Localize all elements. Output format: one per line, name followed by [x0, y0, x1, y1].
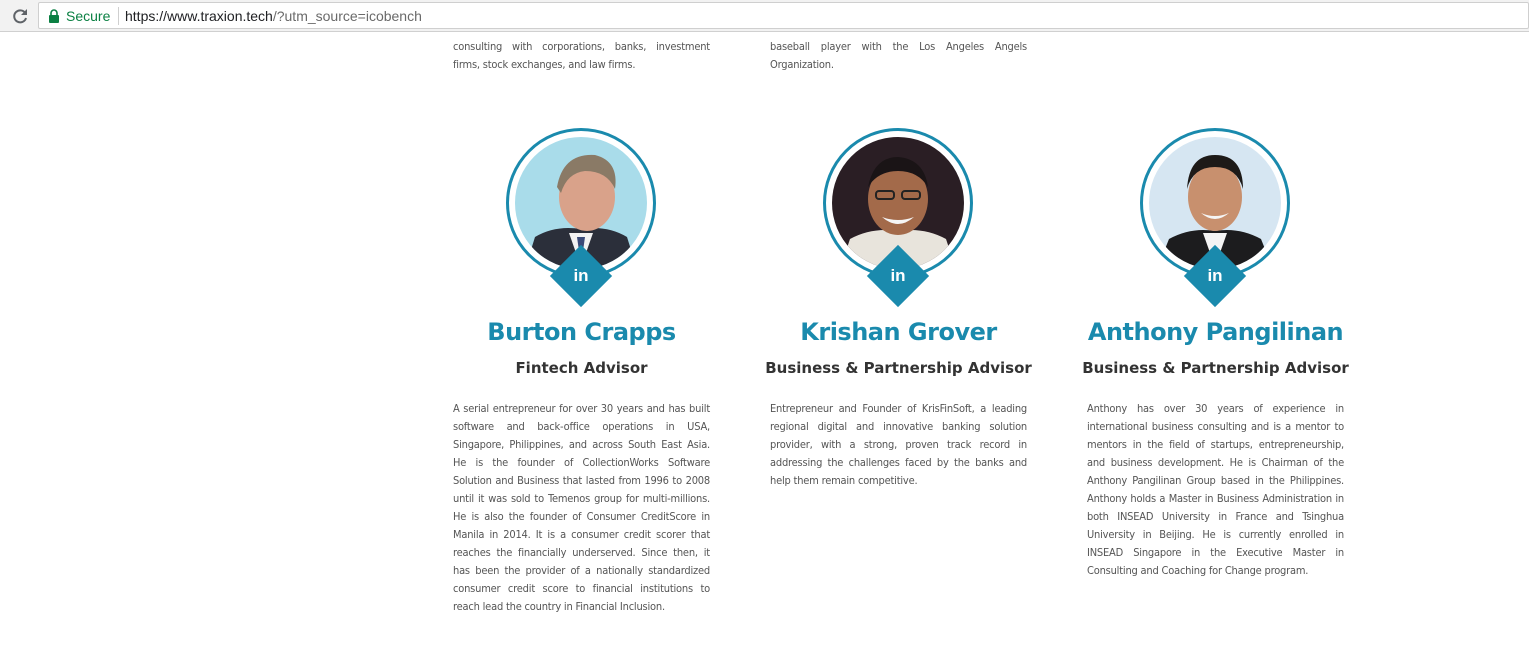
advisor-avatar [823, 128, 975, 285]
advisor-bio: A serial entrepreneur for over 30 years and has built software and back-office operations in USA, Singapore, Philippines, and across South East Asia. He is the founder of CollectionWorks Software Solution and Business that lasted from 1996 to 2008 until it was sold to Temenos group for multi-millions. He is also the founder of Consumer CreditScore in Manila in 2014. It is a consumer credit scorer that reaches the financially underserved. Since then, it has been the provider of a nationally standardized consumer credit score to financial institutions to reach lead the country in Financial Inclusion. [453, 402, 710, 613]
advisor-role: Business & Partnership Advisor [1082, 359, 1349, 377]
linkedin-button[interactable] [550, 245, 612, 307]
browser-toolbar [0, 0, 1529, 32]
previous-advisor-bio-left: consulting with corporations, banks, investment firms, stock exchanges, and law firms. [453, 40, 710, 71]
lock-icon [48, 9, 60, 23]
advisor-avatar [506, 128, 658, 285]
url-text[interactable] [125, 8, 422, 24]
advisor-name: Anthony Pangilinan [1087, 318, 1344, 346]
address-bar[interactable] [38, 2, 1529, 29]
linkedin-button[interactable] [867, 245, 929, 307]
previous-advisor-bio-middle: baseball player with the Los Angeles Angels Organization. [770, 40, 1027, 71]
url-host: https://www.traxion.tech [125, 8, 273, 24]
url-path: /?utm_source=icobench [272, 8, 422, 24]
reload-icon[interactable] [10, 6, 30, 26]
advisor-bio: Anthony has over 30 years of experience in international business consulting and is a mentor to mentors in the field of startups, entrepreneurship, and business development. He is Chairman of the Anthony Pangilinan Group based in the Philippines. Anthony holds a Master in Business Administration in both INSEAD University in France and Tsinghua University in Beijing. He is currently enrolled in INSEAD Singapore in the Executive Master in Consulting and Coaching for Change program. [1087, 402, 1344, 577]
linkedin-icon: in [573, 266, 589, 285]
advisor-bio: Entrepreneur and Founder of KrisFinSoft, a leading regional digital and innovative banking solution provider, with a strong, proven track record in addressing the challenges faced by the banks and help them remain competitive. [770, 402, 1027, 487]
address-separator [118, 7, 119, 25]
linkedin-icon: in [1207, 266, 1223, 285]
advisor-role: Business & Partnership Advisor [765, 359, 1032, 377]
advisor-avatar [1140, 128, 1292, 285]
linkedin-icon: in [890, 266, 906, 285]
advisor-role: Fintech Advisor [515, 359, 648, 377]
advisor-name: Burton Crapps [487, 318, 676, 346]
linkedin-button[interactable] [1184, 245, 1246, 307]
secure-label: Secure [66, 8, 111, 24]
advisor-name: Krishan Grover [800, 318, 997, 346]
